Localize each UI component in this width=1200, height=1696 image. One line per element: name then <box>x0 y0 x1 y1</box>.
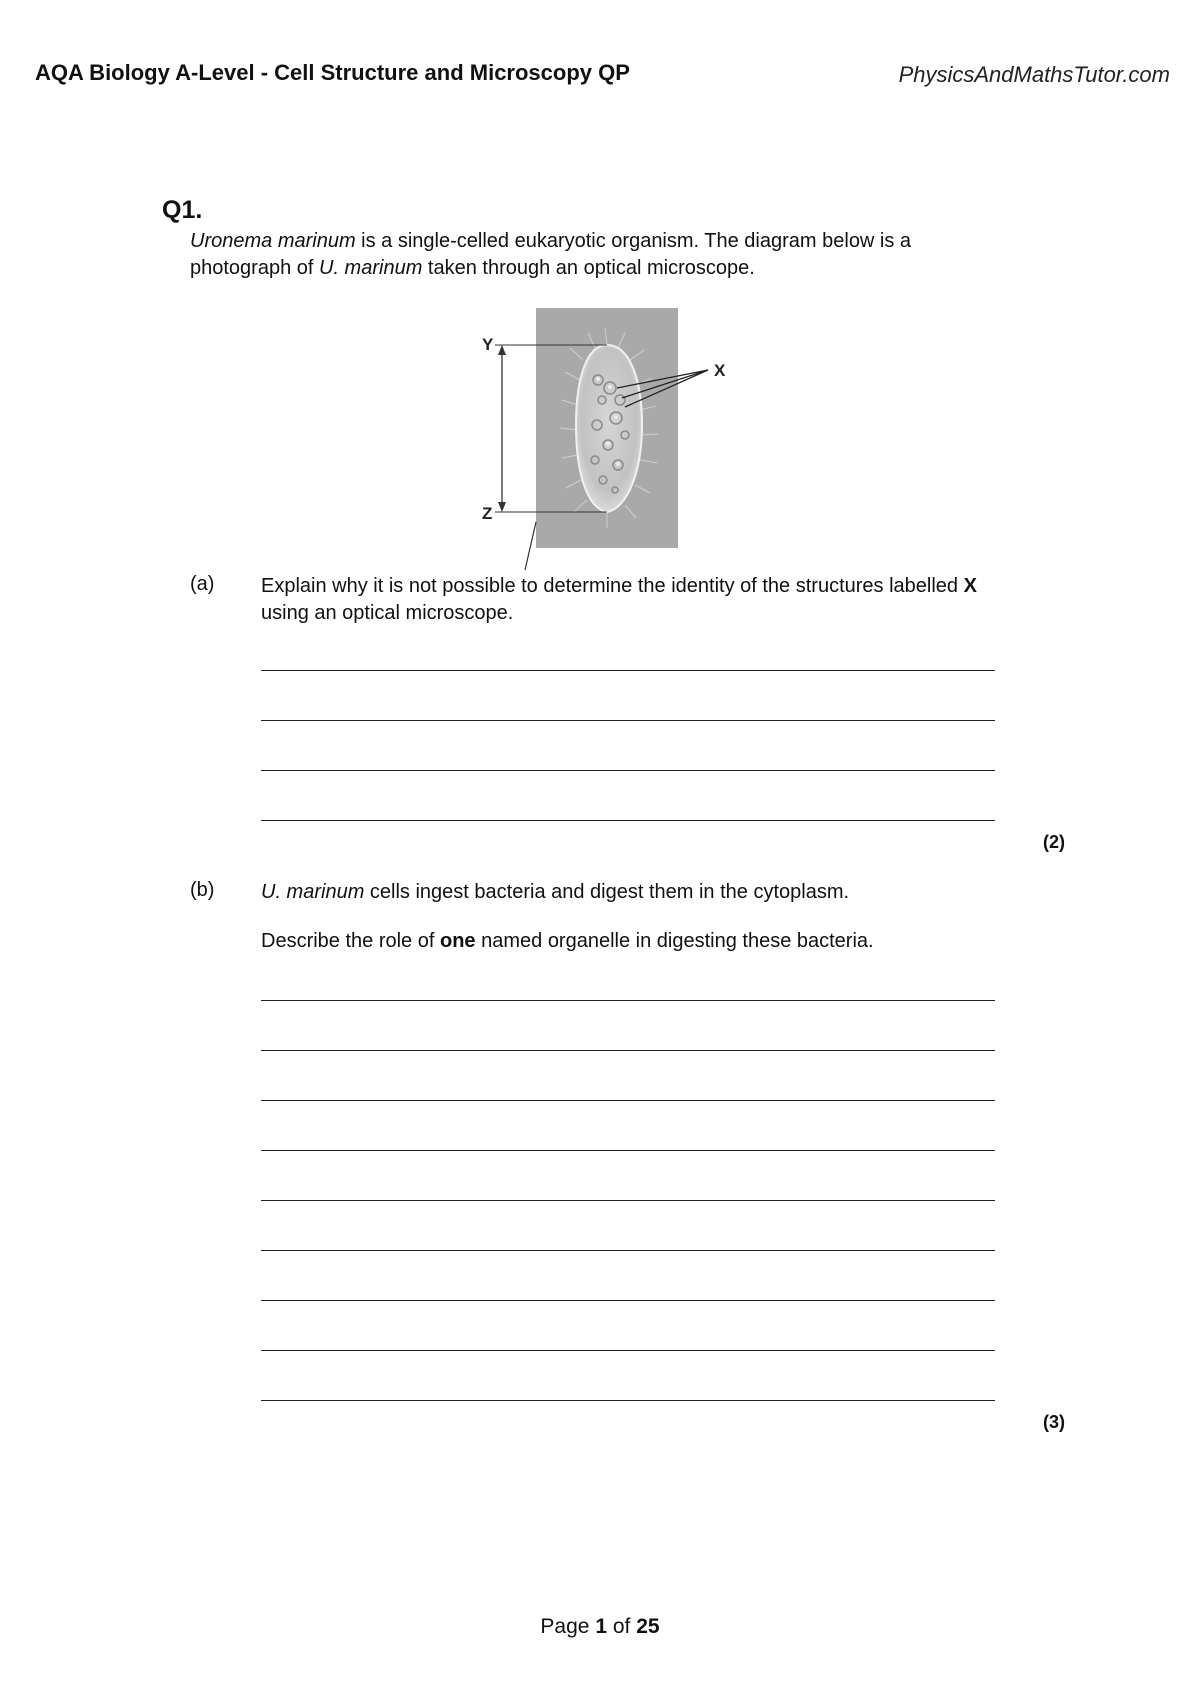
page-total: 25 <box>636 1615 660 1638</box>
part-b-marks: (3) <box>1043 1412 1065 1432</box>
answer-line[interactable] <box>261 1350 995 1351</box>
label-y: Y <box>482 335 494 354</box>
part-a-marks: (2) <box>1043 832 1065 852</box>
answer-line[interactable] <box>261 1050 995 1051</box>
species-name: Uronema marinum <box>190 230 356 252</box>
page-footer: Page 1 of 25 <box>540 1615 660 1638</box>
answer-line[interactable] <box>261 720 995 721</box>
answer-line[interactable] <box>261 820 995 821</box>
site-name: PhysicsAndMathsTutor.com <box>898 62 1170 87</box>
cell-body <box>576 345 642 512</box>
page-number: 1 <box>595 1615 607 1638</box>
label-z: Z <box>482 504 493 523</box>
label-x: X <box>714 361 726 380</box>
answer-line[interactable] <box>261 1000 995 1001</box>
answer-line[interactable] <box>261 1150 995 1151</box>
question-number: Q1. <box>162 196 203 224</box>
answer-line[interactable] <box>261 770 995 771</box>
part-a-question: Explain why it is not possible to determine the identity of the structures labelled X using an optical microscope. <box>261 575 977 624</box>
answer-line[interactable] <box>261 1100 995 1101</box>
answer-line[interactable] <box>261 1250 995 1251</box>
part-b-label: (b) <box>190 879 215 901</box>
question-intro: Uronema marinum is a single-celled eukaryotic organism. The diagram below is a photograph of U. marinum taken through an optical microscope. <box>190 230 912 279</box>
answer-line[interactable] <box>261 670 995 671</box>
answer-line[interactable] <box>261 1200 995 1201</box>
document-header-title: AQA Biology A-Level - Cell Structure and Microscopy QP <box>35 60 630 85</box>
part-b-question: Describe the role of one named organelle in digesting these bacteria. <box>261 930 874 952</box>
answer-line[interactable] <box>261 1400 995 1401</box>
answer-line[interactable] <box>261 1300 995 1301</box>
part-a-label: (a) <box>190 573 215 595</box>
part-b-context: U. marinum cells ingest bacteria and digest them in the cytoplasm. <box>261 881 850 903</box>
micrograph-figure <box>470 300 750 590</box>
species-short-name: U. marinum <box>319 257 423 279</box>
